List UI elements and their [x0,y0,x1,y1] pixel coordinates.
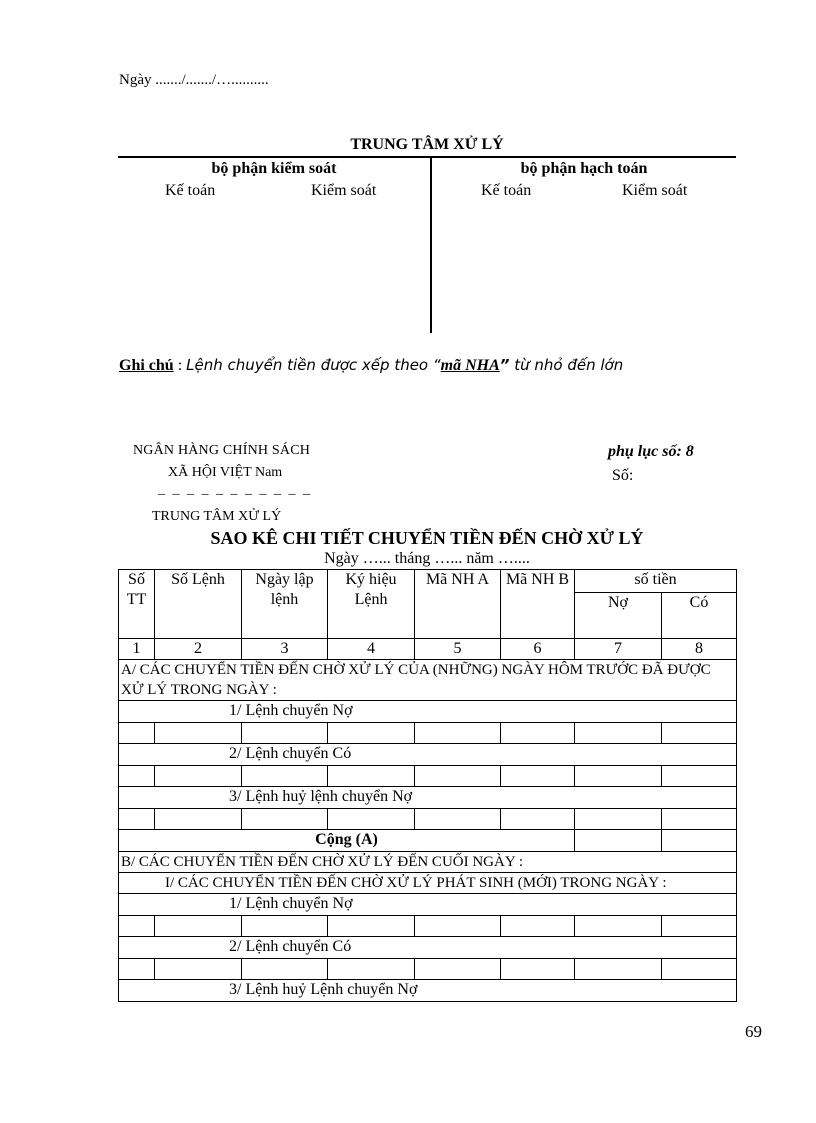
table-row [119,766,737,787]
header-no: Nợ [575,593,662,639]
table-row [119,980,737,1002]
bank-name-line2: XÃ HỘI VIỆT Nam [168,465,283,480]
note-quote-open: “ [432,356,441,374]
table-row [119,723,737,744]
b-item-credit: 2/ Lệnh chuyển Có [119,937,737,959]
bank-divider-dashes: _ _ _ _ _ _ _ _ _ _ _ [158,482,312,497]
statement-table [118,569,737,1002]
section-a-row [119,660,737,701]
header-divider [118,156,736,158]
header-so-tien: số tiền [575,570,737,593]
statement-date: Ngày …... tháng …... năm ….... [324,550,530,567]
header-co: Có [662,593,737,639]
column-number: 5 [415,639,501,660]
note-text-before: Lệnh chuyển tiền được xếp theo [186,356,433,374]
role-accountant-right: Kế toán [481,182,532,199]
section-b-i-title: I/ CÁC CHUYỂN TIỀN ĐẾN CHỜ XỬ LÝ PHÁT SINH (MỚI) TRONG NGÀY : [119,873,737,894]
column-number: 1 [119,639,155,660]
column-number: 6 [501,639,575,660]
table-row [119,916,737,937]
role-accountant-left: Kế toán [165,182,216,199]
column-number: 7 [575,639,662,660]
statement-title: SAO KÊ CHI TIẾT CHUYỂN TIỀN ĐẾN CHỜ XỬ LÝ [210,528,644,548]
bank-center-name: TRUNG TÂM XỬ LÝ [152,509,282,524]
table-header-row [119,570,737,593]
accounting-dept-title: bộ phận hạch toán [520,160,648,177]
note-code: mã NHA [440,357,500,374]
table-row [119,809,737,830]
column-number: 8 [662,639,737,660]
header-so-lenh: Số Lệnh [155,570,242,639]
table-row [119,744,737,766]
page-number: 69 [745,1022,762,1041]
header-ma-nhb: Mã NH B [501,570,575,639]
a-item-cancel: 3/ Lệnh huỷ lệnh chuyển Nợ [119,787,737,809]
column-number: 3 [242,639,328,660]
section-b-row [119,852,737,873]
header-ma-nha: Mã NH A [415,570,501,639]
table-row [119,701,737,723]
a-item-debit: 1/ Lệnh chuyển Nợ [119,701,737,723]
bank-name-line1: NGÂN HÀNG CHÍNH SÁCH [133,443,311,458]
total-a-label: Cộng (A) [119,830,575,852]
appendix-label: phụ lục số: 8 [608,443,694,460]
section-a-title: A/ CÁC CHUYỂN TIỀN ĐẾN CHỜ XỬ LÝ CỦA (NHỮNG) NGÀY HÔM TRƯỚC ĐÃ ĐƯỢC XỬ LÝ TRONG NGÀY : [119,660,737,701]
note: Ghi chú : Lệnh chuyển tiền được xếp theo “mã NHA” từ nhỏ đến lớn [119,356,624,374]
note-quote-close: ” [499,356,510,374]
note-label: Ghi chú [119,357,174,374]
b-item-debit: 1/ Lệnh chuyển Nợ [119,894,737,916]
column-number: 2 [155,639,242,660]
table-row [119,894,737,916]
total-a-row [119,830,737,852]
role-controller-left: Kiểm soát [311,182,377,199]
table-row [119,959,737,980]
role-controller-right: Kiểm soát [622,182,688,199]
processing-center-title: TRUNG TÂM XỬ LÝ [350,136,504,153]
document-number-label: Số: [612,467,634,484]
header-stt: Số TT [119,570,155,639]
section-b-i-row [119,873,737,894]
column-divider [430,158,432,333]
header-ngay-lap: Ngày lập lệnh [242,570,328,639]
section-b-title: B/ CÁC CHUYỂN TIỀN ĐẾN CHỜ XỬ LÝ ĐẾN CUỐI NGÀY : [119,852,737,873]
note-text-after: từ nhỏ đến lớn [509,356,624,374]
column-number: 4 [328,639,415,660]
b-item-cancel: 3/ Lệnh huỷ Lệnh chuyển Nợ [119,980,737,1002]
control-dept-title: bộ phận kiểm soát [211,160,337,177]
table-row [119,937,737,959]
header-ky-hieu: Ký hiệu Lệnh [328,570,415,639]
a-item-credit: 2/ Lệnh chuyển Có [119,744,737,766]
column-number-row [119,639,737,660]
date-line: Ngày ......./......./….......... [119,72,269,88]
table-row [119,787,737,809]
